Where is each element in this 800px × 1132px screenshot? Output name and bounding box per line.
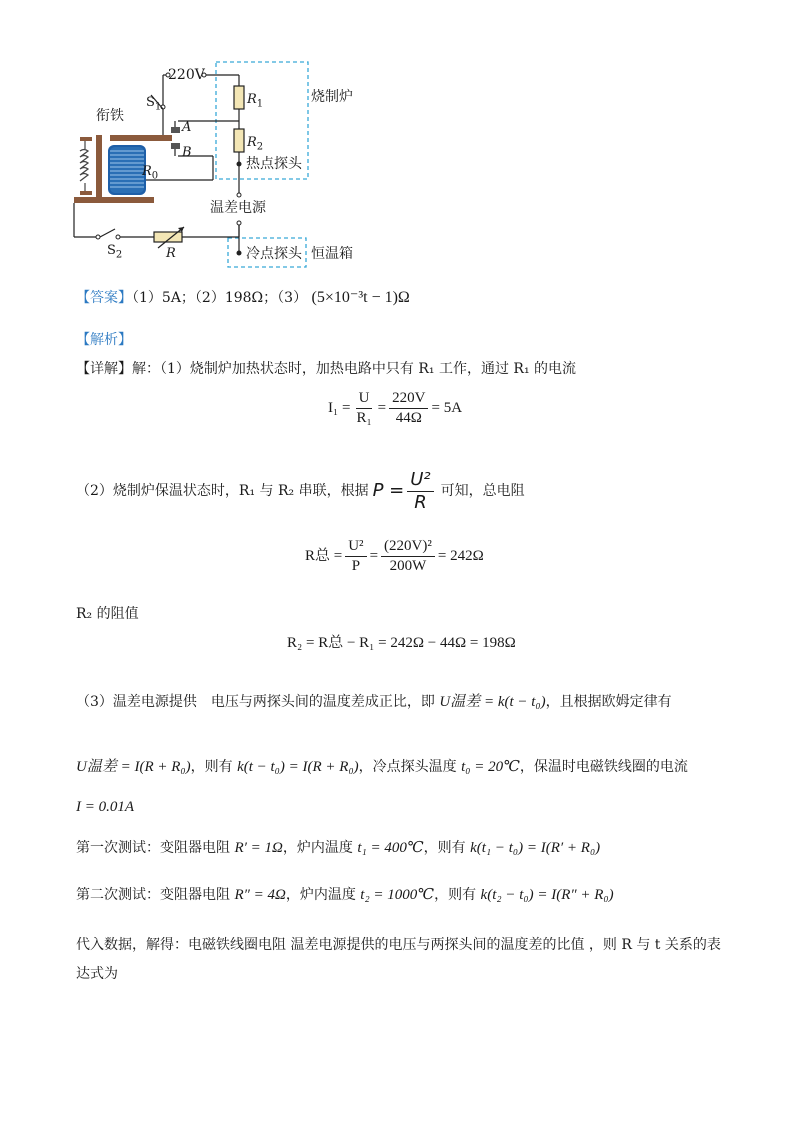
- eq1-rhs: = 5A: [431, 399, 463, 416]
- r2-label: R₂ 的阻值: [76, 606, 139, 622]
- detail-intro: 解：（1）烧制炉加热状态时，加热电路中只有 R₁ 工作，通过 R₁ 的电流: [132, 361, 577, 377]
- eq1-den2: 44Ω: [395, 409, 422, 426]
- test1-eq3: k(t₁ − t₀) = I(R′ + R₀): [470, 840, 601, 856]
- r1-letter: R: [247, 92, 257, 107]
- p4-eq1: U温差 = I(R + R₀): [76, 759, 191, 775]
- p2-text-b: 可知，总电阻: [440, 483, 525, 500]
- eq1-num2: 220V: [389, 390, 428, 409]
- eqp-frac: [407, 470, 433, 513]
- answer-text: （1）5A；（2）198Ω；（3）: [132, 290, 308, 306]
- test2-eq3: k(t₂ − t₀) = I(R″ + R₀): [480, 887, 614, 903]
- label-r2: [247, 136, 263, 153]
- label-contact-a: A: [182, 120, 192, 135]
- p4-eq2: k(t − t₀) = I(R + R₀): [237, 759, 359, 775]
- test-2: [76, 888, 614, 903]
- eq1-frac1: [353, 390, 374, 426]
- test2-eq2: t₂ = 1000℃: [360, 887, 435, 903]
- detail-line: [76, 362, 576, 376]
- eq2-num2: (220V)²: [381, 538, 435, 557]
- r0-sub: 0: [151, 170, 159, 182]
- eq2-num1: U²: [345, 538, 366, 557]
- test1-text-b: ，炉内温度: [282, 840, 353, 856]
- analysis-tag: 【解析】: [76, 332, 132, 348]
- label-s2: [107, 244, 122, 261]
- label-furnace: 烧制炉: [311, 89, 353, 105]
- test1-eq1: R′ = 1Ω: [234, 840, 283, 856]
- s2-letter: S: [107, 243, 116, 258]
- eq-power: [373, 470, 437, 513]
- p4-text-a: ，则有: [190, 759, 233, 775]
- p3-equation: U温差 = k(t − t₀): [439, 694, 546, 710]
- label-s1: [146, 96, 161, 113]
- label-r0: [142, 165, 158, 182]
- answer-line: [76, 290, 410, 306]
- test2-text-a: 第二次测试：变阻器电阻: [76, 887, 230, 903]
- r2-letter: R: [247, 135, 257, 150]
- equation-r2: R₂ = R总 − R₁ = 242Ω − 44Ω = 198Ω: [287, 635, 516, 651]
- eq2-den2: 200W: [389, 557, 427, 574]
- eq2-den1: P: [351, 557, 361, 574]
- label-rheostat: R: [166, 246, 176, 261]
- spring: [80, 150, 88, 182]
- label-cold-probe: 冷点探头: [246, 246, 302, 262]
- conclusion-line-1: 代入数据，解得：电磁铁线圈电阻 温差电源提供的电压与两探头间的温度差的比值 ，则 R 与 t 关系的表: [76, 937, 721, 953]
- r1-sub: 1: [256, 98, 264, 110]
- test1-eq2: t₁ = 400℃: [357, 840, 424, 856]
- switch-s2: [100, 229, 115, 237]
- label-220v: 220V: [168, 67, 205, 83]
- paragraph-2: [76, 470, 525, 513]
- p4-text-c: ，保温时电磁铁线圈的电流: [519, 759, 688, 775]
- paragraph-4: [76, 760, 688, 775]
- armature: [110, 135, 172, 141]
- eq2-frac2: [381, 538, 435, 574]
- s1-sub: 1: [154, 101, 162, 113]
- eq2-lhs: R总 =: [305, 547, 343, 564]
- test2-text-b: ，炉内温度: [285, 887, 356, 903]
- eqp-den: R: [414, 491, 427, 513]
- resistor-r2: [234, 129, 244, 152]
- r2-sub: 2: [256, 141, 264, 153]
- label-armature: 衔铁: [96, 108, 124, 124]
- eqp-num: U²: [407, 470, 433, 492]
- label-hot-probe: 热点探头: [246, 156, 302, 172]
- test1-text-c: ，则有: [423, 840, 466, 856]
- eqp-lhs: P =: [372, 480, 405, 502]
- test2-text-c: ，则有: [434, 887, 477, 903]
- eq2-rhs: = 242Ω: [437, 547, 484, 564]
- label-thermostat: 恒温箱: [311, 246, 353, 262]
- paragraph-3: [76, 695, 672, 710]
- eq1-lhs: I₁ =: [328, 399, 351, 416]
- p3-text-a: （3）温差电源提供 电压与两探头间的温度差成正比，即: [76, 694, 435, 710]
- answer-expression: (5×10⁻³t − 1)Ω: [311, 289, 410, 306]
- answer-tag: 【答案】: [76, 290, 132, 306]
- label-thermo-source: 温差电源: [210, 200, 266, 216]
- resistor-r1: [234, 86, 244, 109]
- p3-text-b: ，且根据欧姆定律有: [545, 694, 672, 710]
- eq1-den1: R₁: [356, 409, 372, 426]
- test2-eq1: R″ = 4Ω: [234, 887, 286, 903]
- s1-letter: S: [146, 95, 155, 110]
- p2-text-a: （2）烧制炉保温状态时，R₁ 与 R₂ 串联，根据: [76, 483, 369, 500]
- eq2-frac1: [345, 538, 366, 574]
- equation-total-resistance: R总 = $\frac{\text{U²}}{P}$ = $\frac{\text{(220V)²}}{200W}$ = 242Ω: [305, 538, 484, 574]
- r0-letter: R: [142, 164, 152, 179]
- eq1-num1: U: [356, 390, 373, 409]
- label-r1: [247, 93, 263, 110]
- test-1: [76, 841, 600, 856]
- conclusion-line-2: 达式为: [76, 966, 118, 982]
- p4-text-b: ，冷点探头温度: [358, 759, 457, 775]
- detail-tag: 【详解】: [76, 361, 132, 377]
- p4-eq3: t₀ = 20℃: [461, 759, 520, 775]
- s2-sub: 2: [115, 249, 123, 261]
- equation-coil-current: I = 0.01A: [76, 799, 135, 815]
- label-contact-b: B: [182, 145, 192, 160]
- eq1-frac2: [389, 390, 428, 426]
- test1-text-a: 第一次测试：变阻器电阻: [76, 840, 230, 856]
- electromagnet-coil: [108, 145, 146, 195]
- equation-current: I₁ = $\frac{U}{\text{R₁}}$ = $\frac{220V}{44\Omega}$ = 5A: [328, 390, 463, 426]
